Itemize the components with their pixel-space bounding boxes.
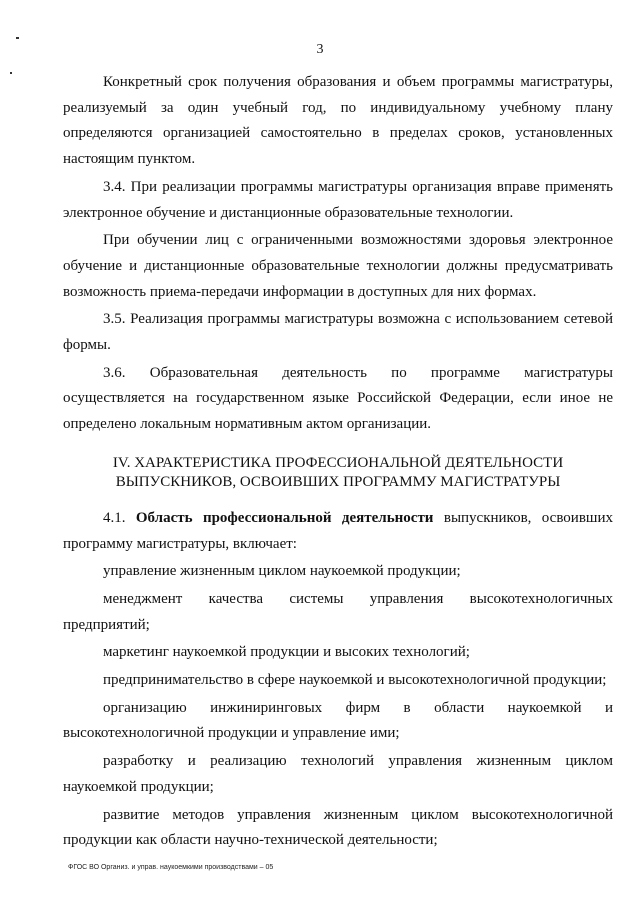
paragraph-3-4: 3.4. При реализации программы магистратуры организация вправе применять электронное обучение и дистанционные образовательные технологии. (63, 178, 613, 221)
paragraph-3-5: 3.5. Реализация программы магистратуры возможна с использованием сетевой формы. (63, 311, 613, 354)
paragraph-3-6: 3.6. Образовательная деятельность по программе магистратуры осуществляется на государственном языке Российской Федерации, если иное не определено локальным нормативным актом организации. (63, 364, 613, 433)
paragraph-duration: Конкретный срок получения образования и объем программы магистратуры, реализуемый за один учебный год, по индивидуальному учебному плану определяются организацией самостоятельно в пределах сроков, установленных настоящим пунктом. (63, 74, 613, 168)
list-item: менеджмент качества системы управления высокотехнологичных предприятий; (63, 590, 613, 633)
list-item: управление жизненным циклом наукоемкой продукции; (103, 563, 461, 580)
section-heading-line1: IV. ХАРАКТЕРИСТИКА ПРОФЕССИОНАЛЬНОЙ ДЕЯТЕЛЬНОСТИ (112, 454, 564, 471)
list-item: маркетинг наукоемкой продукции и высоких технологий; (103, 644, 470, 661)
scan-mark-top (16, 37, 19, 39)
list-item: предпринимательство в сфере наукоемкой и высокотехнологичной продукции; (103, 672, 607, 689)
section-heading-line2: ВЫПУСКНИКОВ, ОСВОИВШИХ ПРОГРАММУ МАГИСТРАТУРЫ (115, 473, 561, 490)
paragraph-disabilities: При обучении лиц с ограниченными возможностями здоровья электронное обучение и дистанционные образовательные технологии должны предусматривать возможность приема-передачи информации в доступных для них формах. (63, 232, 613, 300)
clause-bold-term: Область профессиональной деятельности (135, 509, 434, 526)
list-item: развитие методов управления жизненным циклом высокотехнологичной продукции как области научно-технической деятельности; (63, 806, 613, 849)
document-body (63, 70, 613, 856)
section-heading (63, 454, 613, 492)
paragraph-4-1 (63, 506, 613, 557)
clause-rest: выпускников, освоивших программу магистратуры, включает: (63, 509, 613, 552)
list-item: разработку и реализацию технологий управления жизненным циклом наукоемкой продукции; (63, 753, 613, 795)
scan-mark-left (10, 72, 12, 74)
list-item: организацию инжиниринговых фирм в области наукоемкой и высокотехнологичной продукции и управление ими; (63, 699, 613, 742)
document-footer: ФГОС ВО Организ. и управ. наукоемкими производствами – 05 (68, 864, 274, 871)
clause-number: 4.1. (103, 509, 126, 526)
page-number: 3 (316, 42, 324, 57)
